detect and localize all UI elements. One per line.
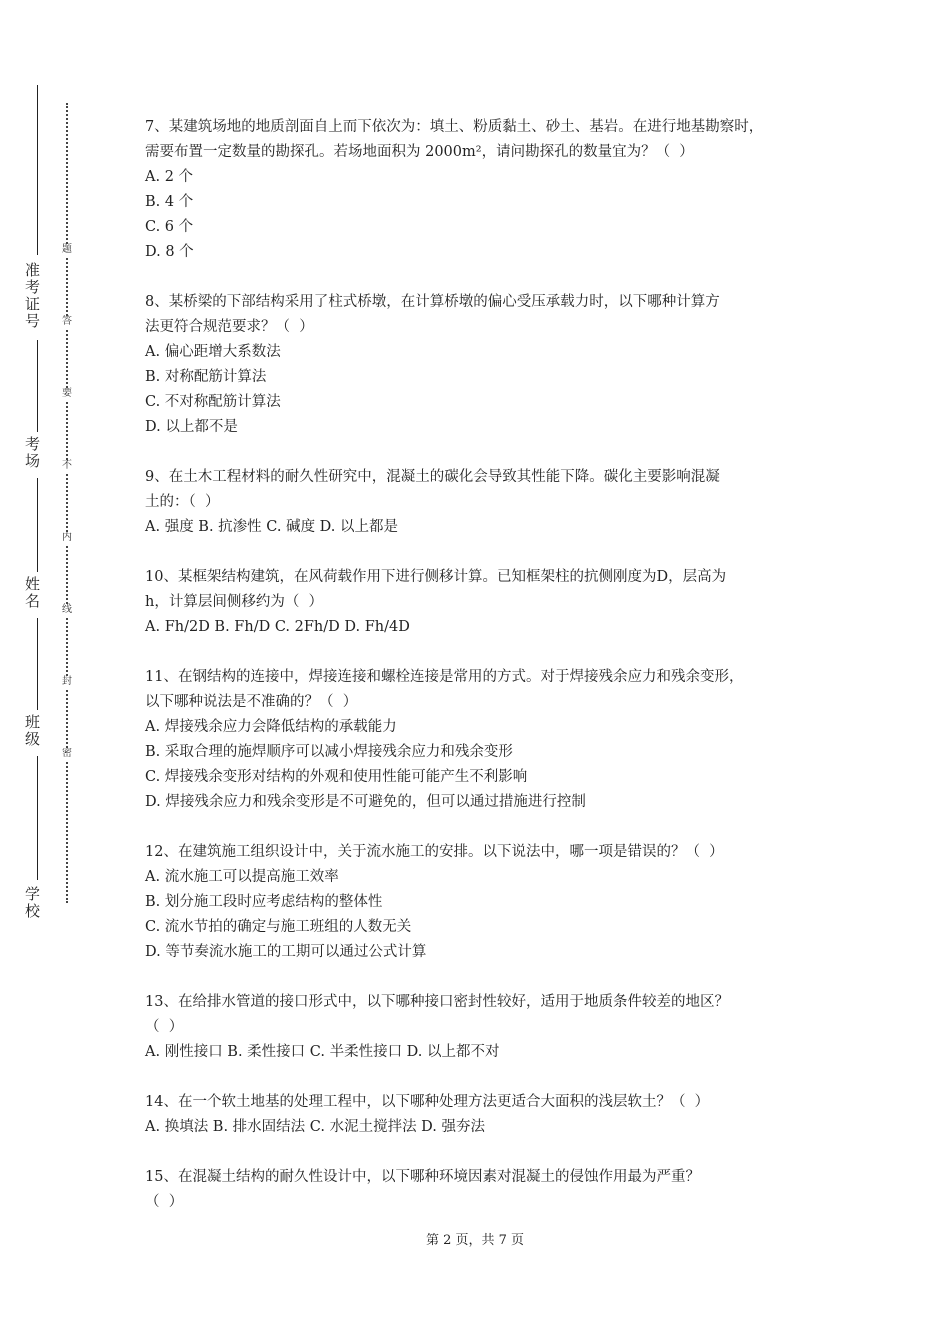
- seal-char: 封: [62, 676, 72, 687]
- question-text: 15、在混凝土结构的耐久性设计中，以下哪种环境因素对混凝土的侵蚀作用最为严重？: [145, 1169, 700, 1185]
- field-label-exam-number: 准考证号: [24, 261, 40, 330]
- question-12: [145, 840, 825, 965]
- question-text: 13、在给排水管道的接口形式中，以下哪种接口密封性较好，适用于地质条件较差的地区？: [145, 994, 729, 1010]
- option-a: A. 偏心距增大系数法: [145, 344, 281, 360]
- field-label-name: 姓名: [24, 575, 40, 610]
- seal-char: 不: [62, 460, 72, 471]
- option-d: D. 焊接残余应力和残余变形是不可避免的，但可以通过措施进行控制: [145, 794, 586, 810]
- question-text: 10、某框架结构建筑，在风荷载作用下进行侧移计算。已知框架柱的抗侧刚度为D，层高为: [145, 569, 727, 585]
- field-label-class: 班级: [24, 713, 40, 748]
- option-c: C. 焊接残余变形对结构的外观和使用性能可能产生不利影响: [145, 769, 528, 785]
- option-d: D. 以上都不是: [145, 419, 238, 435]
- question-text: 14、在一个软土地基的处理工程中，以下哪种处理方法更适合大面积的浅层软土？（ ）: [145, 1094, 710, 1110]
- option-c: C. 6 个: [145, 219, 194, 235]
- question-text: （ ）: [145, 1194, 184, 1210]
- option-line: A. Fh/2D B. Fh/D C. 2Fh/D D. Fh/4D: [145, 619, 410, 635]
- option-a: A. 焊接残余应力会降低结构的承载能力: [145, 719, 397, 735]
- question-text: 11、在钢结构的连接中，焊接连接和螺栓连接是常用的方式。对于焊接残余应力和残余变形，: [145, 669, 744, 685]
- field-underline: [37, 756, 38, 880]
- seal-char: 答: [62, 316, 72, 327]
- question-text: 法更符合规范要求？（ ）: [145, 319, 314, 335]
- option-b: B. 采取合理的施焊顺序可以减小焊接残余应力和残余变形: [145, 744, 513, 760]
- question-text: 12、在建筑施工组织设计中，关于流水施工的安排。以下说法中，哪一项是错误的？（ ）: [145, 844, 724, 860]
- question-11: [145, 665, 825, 815]
- question-14: [145, 1090, 825, 1140]
- option-b: B. 划分施工段时应考虑结构的整体性: [145, 894, 383, 910]
- question-8: [145, 290, 825, 440]
- question-list: [145, 115, 825, 1240]
- binding-margin: [0, 0, 120, 1344]
- question-text: 9、在土木工程材料的耐久性研究中，混凝土的碳化会导致其性能下降。碳化主要影响混凝: [145, 469, 720, 485]
- option-d: D. 等节奏流水施工的工期可以通过公式计算: [145, 944, 427, 960]
- question-10: [145, 565, 825, 640]
- option-a: A. 流水施工可以提高施工效率: [145, 869, 339, 885]
- option-line: A. 换填法 B. 排水固结法 C. 水泥土搅拌法 D. 强夯法: [145, 1119, 486, 1135]
- seal-char: 要: [62, 388, 72, 399]
- question-7: [145, 115, 825, 265]
- question-9: [145, 465, 825, 540]
- question-15: [145, 1165, 825, 1215]
- question-text: 以下哪种说法是不准确的？（ ）: [145, 694, 358, 710]
- field-underline: [37, 478, 38, 572]
- option-c: C. 不对称配筋计算法: [145, 394, 281, 410]
- question-text: 8、某桥梁的下部结构采用了柱式桥墩，在计算桥墩的偏心受压承载力时，以下哪种计算方: [145, 294, 720, 310]
- option-c: C. 流水节拍的确定与施工班组的人数无关: [145, 919, 412, 935]
- seal-dotted-line: [66, 103, 68, 903]
- field-underline: [37, 85, 38, 255]
- field-underline: [37, 618, 38, 710]
- field-label-exam-room: 考场: [24, 435, 40, 470]
- field-underline: [37, 340, 38, 432]
- question-13: [145, 990, 825, 1065]
- seal-char: 内: [62, 532, 72, 543]
- option-a: A. 2 个: [145, 169, 194, 185]
- page-number-footer: 第 2 页，共 7 页: [425, 1233, 525, 1248]
- option-d: D. 8 个: [145, 244, 194, 260]
- question-text: 土的：（ ）: [145, 494, 220, 510]
- question-text: 7、某建筑场地的地质剖面自上而下依次为：填土、粉质黏土、砂土、基岩。在进行地基勘察时，: [145, 119, 764, 135]
- option-b: B. 对称配筋计算法: [145, 369, 267, 385]
- option-line: A. 强度 B. 抗渗性 C. 碱度 D. 以上都是: [145, 519, 399, 535]
- question-text: 需要布置一定数量的勘探孔。若场地面积为 2000m²，请问勘探孔的数量宜为？（ ）: [145, 144, 694, 160]
- seal-char: 题: [62, 244, 72, 255]
- option-b: B. 4 个: [145, 194, 194, 210]
- seal-char: 线: [62, 604, 72, 615]
- question-text: （ ）: [145, 1019, 184, 1035]
- field-label-school: 学校: [24, 885, 40, 920]
- seal-char: 密: [62, 748, 72, 759]
- option-line: A. 刚性接口 B. 柔性接口 C. 半柔性接口 D. 以上都不对: [145, 1044, 500, 1060]
- question-text: h，计算层间侧移约为（ ）: [145, 594, 324, 610]
